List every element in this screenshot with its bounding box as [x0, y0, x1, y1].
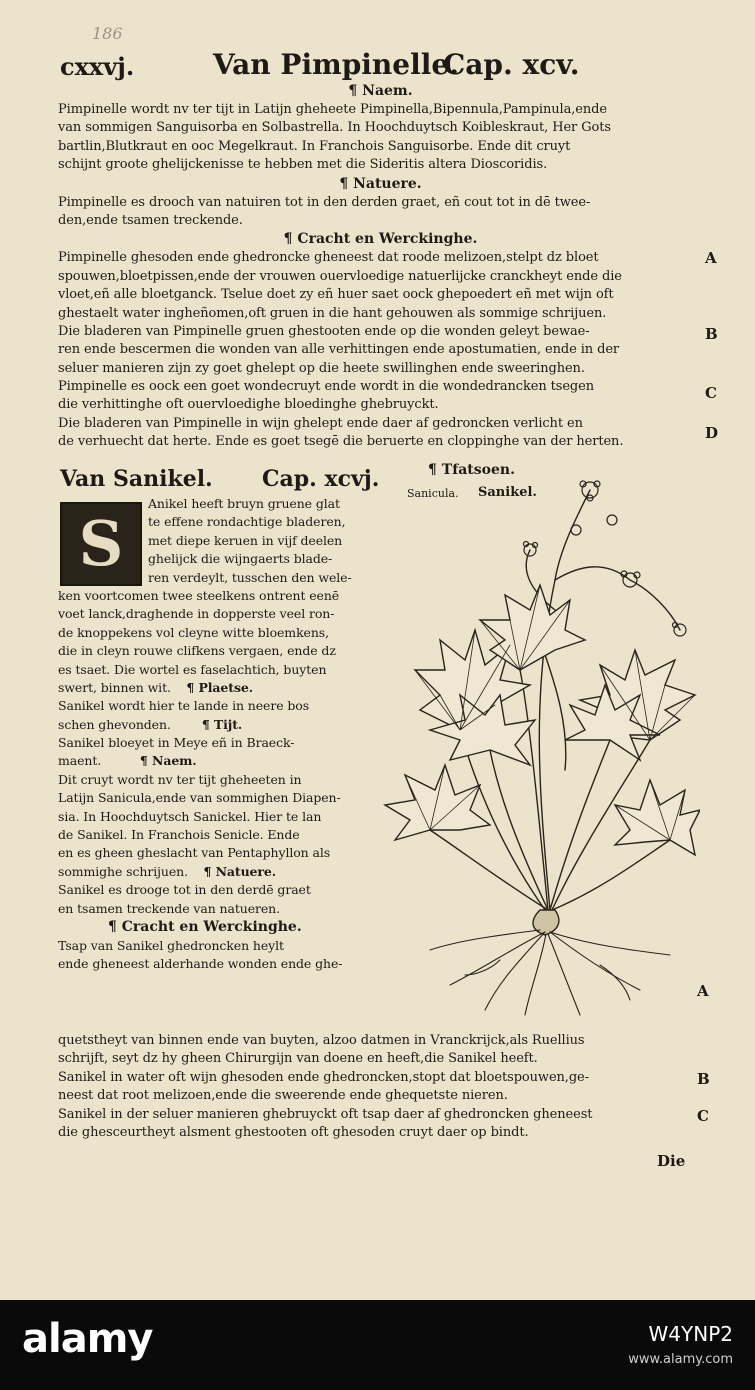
- text-line: Sanikel in water oft wijn ghesoden ende ghedroncken,stopt dat bloetspouwen,ge-: [58, 1069, 589, 1085]
- section-heading-natuere-2: ¶ Natuere.: [203, 863, 277, 879]
- text-line: [58, 716, 398, 734]
- text-line: bartlin,Blutkraut en ooc Megelkraut. In Franchois Sanguisorbe. Ende dit cruyt: [58, 138, 571, 154]
- text-line: seluer manieren zijn zy goet ghelept op die heete swillinghen ende sweeringhen.: [58, 360, 585, 376]
- text-line: Sanikel bloeyet in Meye eñ in Braeck-: [58, 735, 295, 751]
- text-line: voet lanck,draghende in dopperste veel ron-: [58, 606, 335, 622]
- text-line: ghelijck die wijngaerts blade-: [148, 551, 333, 567]
- text-line: Pimpinelle es drooch van natuiren tot in den derden graet, eñ cout tot in dē twee-: [58, 194, 591, 210]
- margin-mark-a: A: [705, 249, 717, 267]
- figure-caption-dutch: Sanikel.: [478, 485, 537, 500]
- text-line: de knoppekens vol cleyne witte bloemkens,: [58, 624, 329, 640]
- text-line: Die bladeren van Pimpinelle in wijn ghelept ende daer af gedroncken verlicht en: [58, 415, 583, 431]
- sanicula-plant-illustration: [380, 470, 700, 1020]
- text-line: Tsap van Sanikel ghedroncken heylt: [58, 937, 284, 953]
- text-line: Sanikel wordt hier te lande in neere bos: [58, 698, 310, 714]
- text-line: die verhittinghe oft ouervloedighe bloedinghe ghebruyckt.: [58, 397, 439, 413]
- text-line: Pimpinelle ghesoden ende ghedroncke gheneest dat roode melizoen,stelpt dz bloet: [58, 250, 599, 266]
- text-line: Pimpinelle wordt nv ter tijt in Latijn gheheete Pimpinella,Bipennula,Pampinula,ende: [58, 102, 607, 117]
- pencil-folio-note: 186: [92, 24, 123, 43]
- text-line: Anikel heeft bruyn gruene glat: [148, 496, 340, 511]
- text-line: de verhuecht dat herte. Ende es goet tsegē die beruerte en cloppinghe van der herten.: [58, 434, 624, 450]
- section-heading-naem: ¶ Naem.: [348, 83, 413, 99]
- chapter2-number: Cap. xcvj.: [262, 466, 380, 492]
- text-line: vloet,eñ alle bloetganck. Tselue doet zy eñ huer saet oock ghepoedert eñ met wijn oft: [58, 287, 614, 303]
- text-line: Pimpinelle es oock een goet wondecruyt ende wordt in die wondedrancken tsegen: [58, 379, 595, 395]
- chapter-number: Cap. xcv.: [443, 48, 580, 81]
- margin-mark-b-2: B: [697, 1070, 710, 1088]
- margin-mark-b: B: [705, 325, 718, 343]
- text-line: die in cleyn rouwe clifkens vergaen, ende dz: [58, 643, 336, 659]
- text-line: Dit cruyt wordt nv ter tijt gheheeten in: [58, 771, 302, 787]
- chapter2-column: [58, 495, 398, 974]
- alamy-logo: alamy: [22, 1316, 153, 1362]
- image-id: W4YNP2: [648, 1322, 733, 1346]
- text-line: te effene rondachtige bladeren,: [148, 514, 346, 530]
- text-line: van sommigen Sanguisorba en Solbastrella. In Hoochduytsch Koibleskraut, Her Gots: [58, 120, 611, 136]
- chapter2-title: Van Sanikel.: [60, 466, 213, 492]
- text-line: met diepe keruen in vijf deelen: [148, 532, 343, 548]
- section-heading-cracht: ¶ Cracht en Werckinghe.: [283, 231, 478, 248]
- text-fragment: maent.: [58, 753, 102, 769]
- text-line: en es gheen gheslacht van Pentaphyllon als: [58, 845, 331, 861]
- initial-letter: S: [78, 507, 124, 580]
- text-line: Latijn Sanicula,ende van sommighen Diapen-: [58, 790, 341, 806]
- margin-mark-d: D: [705, 424, 719, 442]
- text-line: es tsaet. Die wortel es faselachtich, buyten: [58, 661, 327, 677]
- section-heading-fatsoen: ¶ Tfatsoen.: [428, 462, 515, 478]
- text-line: de Sanikel. In Franchois Senicle. Ende: [58, 827, 300, 843]
- section-heading-natuere: ¶ Natuere.: [339, 175, 422, 192]
- chapter1-text: [58, 82, 703, 452]
- chapter-title: Van Pimpinelle.: [213, 48, 459, 81]
- text-line: neest dat root melizoen,ende die sweerende ende ghequetste nieren.: [58, 1088, 508, 1104]
- margin-mark-c-2: C: [697, 1107, 709, 1125]
- section-heading-cracht-2: ¶ Cracht en Werckinghe.: [108, 918, 302, 935]
- text-line: [58, 863, 398, 881]
- text-line: die ghesceurtheyt alsment ghestooten oft ghesoden cruyt daer op bindt.: [58, 1124, 529, 1140]
- text-line: quetstheyt van binnen ende van buyten, alzoo datmen in Vranckrijck,als Ruellius: [58, 1033, 585, 1048]
- catchword: Die: [657, 1152, 686, 1170]
- text-line: spouwen,bloetpissen,ende der vrouwen ouervloedige natuerlijcke cranckheyt ende die: [58, 268, 622, 284]
- text-line: den,ende tsamen treckende.: [58, 212, 243, 228]
- text-line: Sanikel in der seluer manieren ghebruyckt oft tsap daer af ghedroncken gheneest: [58, 1106, 593, 1122]
- margin-mark-a-2: A: [697, 982, 709, 1000]
- text-line: ren ende bescermen die wonden van alle verhittingen ende apostumatien, ende in der: [58, 342, 620, 358]
- section-heading-tijt: ¶ Tijt.: [201, 716, 243, 732]
- text-line: Sanikel es drooge tot in den derdē graet: [58, 882, 311, 898]
- text-line: sia. In Hoochduytsch Sanickel. Hier te lan: [58, 808, 322, 824]
- chapter2-bottom-text: [58, 1032, 718, 1142]
- section-heading-naem-2: ¶ Naem.: [139, 753, 197, 769]
- site-url: www.alamy.com: [628, 1352, 733, 1367]
- figure-caption-latin: Sanicula.: [407, 487, 459, 500]
- text-line: schrijft, seyt dz hy gheen Chirurgijn van doene en heeft,die Sanikel heeft.: [58, 1051, 538, 1067]
- text-line: Die bladeren van Pimpinelle gruen ghestooten ende op die wonden geleyt bewae-: [58, 323, 590, 339]
- text-line: [58, 752, 398, 770]
- text-line: schijnt groote ghelijckenisse te hebben met die Sideritis altera Dioscoridis.: [58, 157, 548, 173]
- text-line: ken voortcomen twee steelkens ontrent eenē: [58, 587, 340, 603]
- text-line: ren verdeylt, tusschen den wele-: [148, 569, 352, 585]
- text-line: ghestaelt water ingheñomen,oft gruen in die hant gehouwen als sommige schrijuen.: [58, 305, 607, 321]
- text-fragment: swert, binnen wit.: [58, 679, 171, 695]
- text-line: en tsamen treckende van natueren.: [58, 900, 280, 916]
- text-line: ende gheneest alderhande wonden ende ghe-: [58, 956, 343, 972]
- text-line: [58, 679, 398, 697]
- margin-mark-c: C: [705, 384, 717, 402]
- text-fragment: schen ghevonden.: [58, 716, 171, 732]
- folio-number: cxxvj.: [60, 52, 135, 81]
- text-fragment: sommighe schrijuen.: [58, 863, 188, 879]
- section-heading-plaetse: ¶ Plaetse.: [186, 679, 253, 695]
